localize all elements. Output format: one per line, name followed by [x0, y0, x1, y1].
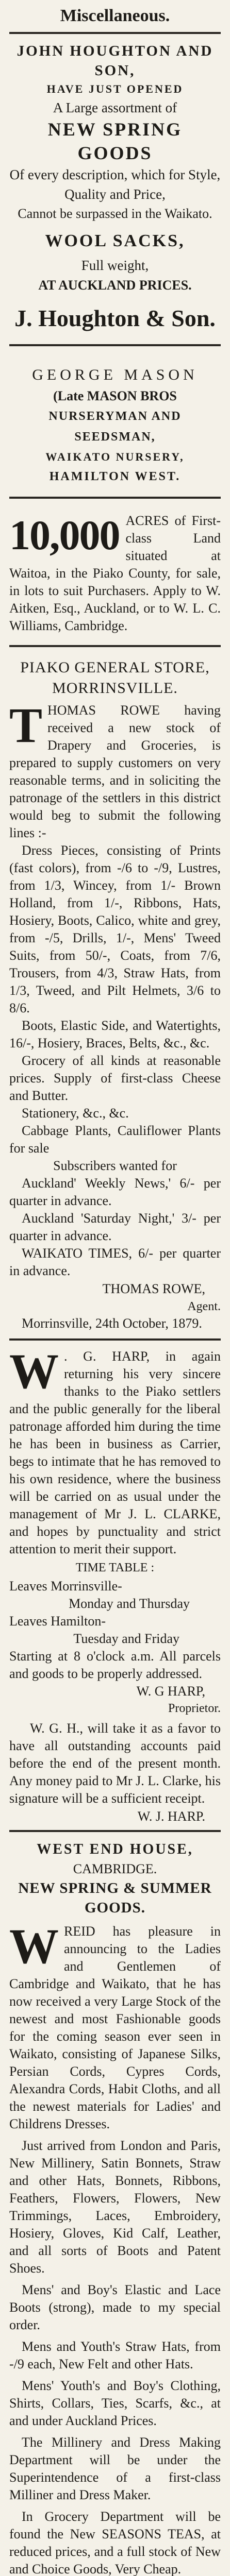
piako-dress-pieces: Dress Pieces, consisting of Prints (fast colors), from -/6 to -/9, Lustres, from 1/3, Wincey, from 1/- Brown Holland, from 1/-, Ribbons, Hats, Hosiery, Boots, Calico, white and grey, from -/5, Drills, 1/-, Mens' Tweed Suits, from 50/-, Coats, from 7/6, Trousers, from 4/3, Straw Hats, from 1/3, Tweed, and Pilt Helmets, 3/6 to 8/6.: [9, 843, 221, 1015]
mason-advertisement: [9, 346, 221, 497]
piako-subscribers: Subscribers wanted for: [53, 1158, 177, 1173]
harp-timetable-row: [9, 1595, 221, 1613]
timetable-days: Monday and Thursday: [69, 1596, 190, 1611]
timetable-days: Tuesday and Friday: [73, 1631, 179, 1646]
west-end-clothing: Mens' Youth's and Boy's Clothing, Shirts, Collars, Ties, Scarfs, &c., at and under Auckland Prices.: [9, 2378, 221, 2428]
harp-timetable-row: [9, 1613, 221, 1630]
west-end-hats: Mens and Youth's Straw Hats, from -/9 each, New Felt and other Hats.: [9, 2339, 221, 2371]
west-end-title: WEST END HOUSE,: [37, 1841, 193, 1857]
piako-stationery: Stationery, &c., &c.: [22, 1106, 129, 1121]
houghton-waikato-line: Cannot be surpassed in the Waikato.: [18, 206, 212, 221]
houghton-wool-sacks: WOOL SACKS,: [45, 231, 185, 250]
west-end-arrivals: Just arrived from London and Paris, New Millinery, Satin Bonnets, Straw and other Hats, Bonnets, Ribbons, Feathers, Flowers, Flowers, New Trimmings, Laces, Embroidery, Hosiery, Gloves, Kid Calf, Leather, and all sorts of Boots and Patent Shoes.: [9, 2138, 221, 2276]
west-end-town: CAMBRIDGE.: [73, 1861, 157, 1876]
west-end-millinery: The Millinery and Dress Making Department will be under the Superintendence of a first-class Milliner and Dress Maker.: [9, 2435, 221, 2502]
west-end-intro: REID has pleasure in announcing to the Ladies and Gentlemen of Cambridge and Waikato, that he has now received a very Large Stock of the newest and most Fashionable goods for the coming season ever seen in Waikato, consisting of Japanese Silks, Persian Cords, Cypres Cords, Alexandra Cords, Habit Cloths, and all the newest materials for Ladies' and Childrens Dresses.: [9, 1924, 221, 2131]
piako-plants: Cabbage Plants, Cauliflower Plants for sale: [9, 1123, 221, 1156]
piako-signature: THOMAS ROWE,: [102, 1281, 205, 1296]
harp-intro: . G. HARP, in again returning his very sincere thanks to the Piako settlers and the public generally for the liberal patronage afforded him during the time he has been in business as Carrier, begs to intimate that he has removed to his own residence, where the business will be carried on as usual under the management of Mr J. L. CLARKE, and hopes by punctuality and strict attention to merit their support.: [9, 1349, 221, 1556]
houghton-style-line: Of every description, which for Style,: [9, 167, 221, 182]
houghton-quality-line: Quality and Price,: [64, 187, 166, 202]
piako-waikato-times: WAIKATO TIMES, 6/- per quarter in advance.: [9, 1246, 221, 1278]
mason-former-firm: (Late MASON BROS: [53, 388, 177, 403]
piako-boots: Boots, Elastic Side, and Watertights, 16/-, Hosiery, Braces, Belts, &c., &c.: [9, 1018, 221, 1050]
harp-timetable-row: [9, 1630, 221, 1648]
mason-location: HAMILTON WEST.: [49, 470, 181, 483]
harp-accounts-notice: W. G. H., will take it as a favor to have all outstanding accounts paid before the end of the present month. Any money paid to Mr J. L. Clarke, his signature will be a sufficient receipt.: [9, 1721, 221, 1806]
houghton-firm-name: J. Houghton & Son.: [14, 305, 216, 331]
mason-name: GEORGE MASON: [32, 366, 198, 383]
timetable-from: Leaves Hamilton-: [9, 1614, 106, 1629]
west-end-boots: Mens' and Boy's Elastic and Lace Boots (strong), made to my special order.: [9, 2282, 221, 2332]
harp-starting: Starting at 8 o'clock a.m. All parcels and goods to be properly addressed.: [9, 1649, 221, 1681]
houghton-assortment-line: A Large assortment of: [53, 100, 177, 115]
west-end-house-advertisement: [9, 1832, 221, 2576]
harp-timetable-title: TIME TABLE :: [75, 1561, 155, 1574]
land-advertisement: [9, 499, 221, 645]
piako-grocery: Grocery of all kinds at reasonable prices. Supply of first-class Cheese and Butter.: [9, 1053, 221, 1103]
houghton-weight-line: Full weight,: [81, 258, 149, 273]
houghton-opened-line: HAVE JUST OPENED: [46, 82, 184, 95]
harp-proprietor: Proprietor.: [168, 1702, 221, 1715]
mason-nursery: WAIKATO NURSERY,: [45, 450, 185, 463]
harp-timetable-row: [9, 1578, 221, 1595]
harp-carrier-advertisement: [9, 1341, 221, 1826]
acreage-number: 10,000: [9, 512, 120, 558]
west-end-goods-headline: NEW SPRING & SUMMER GOODS.: [18, 1880, 212, 1916]
section-heading: Miscellaneous.: [9, 0, 221, 34]
piako-agent: Agent.: [187, 1300, 221, 1313]
houghton-advertisement: [9, 34, 221, 338]
harp-signature-2: W. J. HARP.: [137, 1809, 205, 1824]
piako-store-town: MORRINSVILLE.: [52, 680, 178, 697]
drop-cap-w: W: [9, 1923, 59, 1974]
piako-store-name: PIAKO GENERAL STORE,: [20, 659, 210, 676]
houghton-firm-line: JOHN HOUGHTON AND SON,: [17, 43, 213, 79]
piako-weekly-news: Auckland' Weekly News,' 6/- per quarter in advance.: [9, 1176, 221, 1208]
harp-signature: W. G HARP,: [136, 1684, 205, 1699]
piako-intro: HOMAS ROWE having received a new stock of Drapery and Groceries, is prepared to supply customers on very reasonable terms, and in soliciting the patronage of the settlers in this district would beg to submit the following lines :-: [9, 703, 221, 840]
land-description: ACRES of First-class Land situated at Waitoa, in the Piako County, for sale, in lots to suit Purchasers. Apply to W. Aitken, Esq., Auckland, or to W. L. C. Williams, Cambridge.: [9, 513, 221, 633]
west-end-grocery: In Grocery Department will be found the New SEASONS TEAS, at reduced prices, and a full stock of New and Choice Goods, Very Cheap.: [9, 2509, 221, 2576]
piako-store-advertisement: [9, 647, 221, 1332]
piako-date: Morrinsville, 24th October, 1879.: [22, 1316, 202, 1331]
timetable-from: Leaves Morrinsville-: [9, 1579, 122, 1594]
mason-trade: NURSERYMAN AND SEEDSMAN,: [48, 410, 182, 444]
drop-cap-t: T: [9, 702, 43, 753]
drop-cap-w: W: [9, 1348, 59, 1399]
piako-saturday-night: Auckland 'Saturday Night,' 3/- per quarter in advance.: [9, 1211, 221, 1243]
houghton-goods-headline: NEW SPRING GOODS: [47, 119, 183, 163]
houghton-prices-line: AT AUCKLAND PRICES.: [38, 278, 192, 293]
